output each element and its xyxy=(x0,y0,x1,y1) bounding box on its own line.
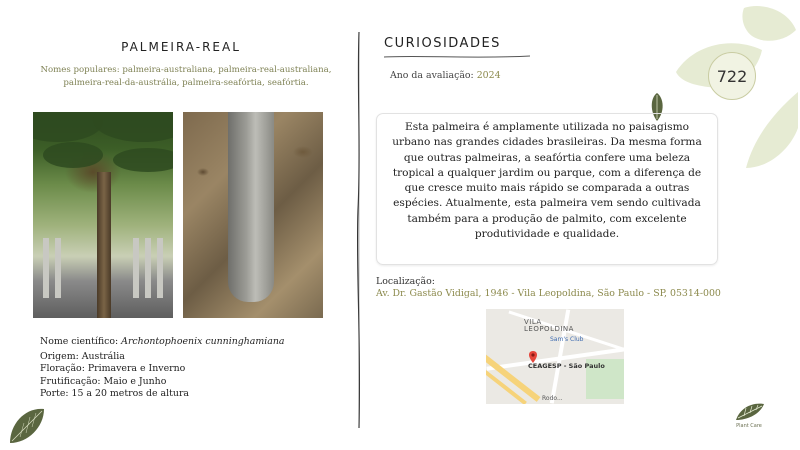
year-value: 2024 xyxy=(476,70,501,81)
scientific-name: Archontophoenix cunninghamiana xyxy=(121,336,285,347)
palm-trunk-photo xyxy=(183,112,323,318)
logo-text: Plant Care xyxy=(736,423,762,429)
tree-number-badge: 722 xyxy=(708,52,756,100)
leaf-icon xyxy=(6,405,48,447)
scientific-label: Nome científico: xyxy=(40,336,119,347)
map-district-label: VILA LEOPOLDINA xyxy=(524,318,574,333)
evaluation-year xyxy=(390,70,501,81)
plant-title: PALMEIRA-REAL xyxy=(121,40,241,54)
palm-canopy-photo xyxy=(33,112,173,318)
section-title: CURIOSIDADES xyxy=(384,36,501,51)
fact-origin: Origem: Austrália xyxy=(40,351,125,362)
description-box: Esta palmeira é amplamente utilizada no paisagismo urbano nas grandes cidades brasileiras. Da mesma forma que outras palmeiras, a seafórtia confere uma beleza tropical a qualquer jardim ou parque, com a diferença de que cresce muito mais rápido se comparada a outras espécies. Atualmente, esta palmeira vem sendo cultivada também para a produção de palmito, com excelente produtividade e qualidade. xyxy=(376,113,718,265)
fact-size: Porte: 15 a 20 metros de altura xyxy=(40,388,190,400)
location-map[interactable] xyxy=(486,309,624,404)
vertical-divider xyxy=(350,30,368,430)
scientific-name-line xyxy=(40,335,284,348)
plant-care-logo xyxy=(734,400,766,422)
map-poi-ceagesp: CEAGESP - São Paulo xyxy=(528,362,605,370)
plant-facts xyxy=(40,351,189,401)
map-street-label: Rodo... xyxy=(542,395,563,402)
year-label: Ano da avaliação: xyxy=(390,70,474,81)
title-underline xyxy=(382,54,532,60)
location-address[interactable]: Av. Dr. Gastão Vidigal, 1946 - Vila Leopoldina, São Paulo - SP, 05314-000 xyxy=(376,288,721,299)
map-poi-sams: Sam's Club xyxy=(550,336,584,343)
location-label: Localização: xyxy=(376,276,435,287)
popular-names: Nomes populares: palmeira-australiana, palmeira-real-australiana, palmeira-real-da-austrália, palmeira-seafórtia, seafórtia. xyxy=(40,65,332,88)
fact-flowering: Floração: Primavera e Inverno xyxy=(40,363,186,375)
fact-fruiting: Frutificação: Maio e Junho xyxy=(40,375,167,387)
